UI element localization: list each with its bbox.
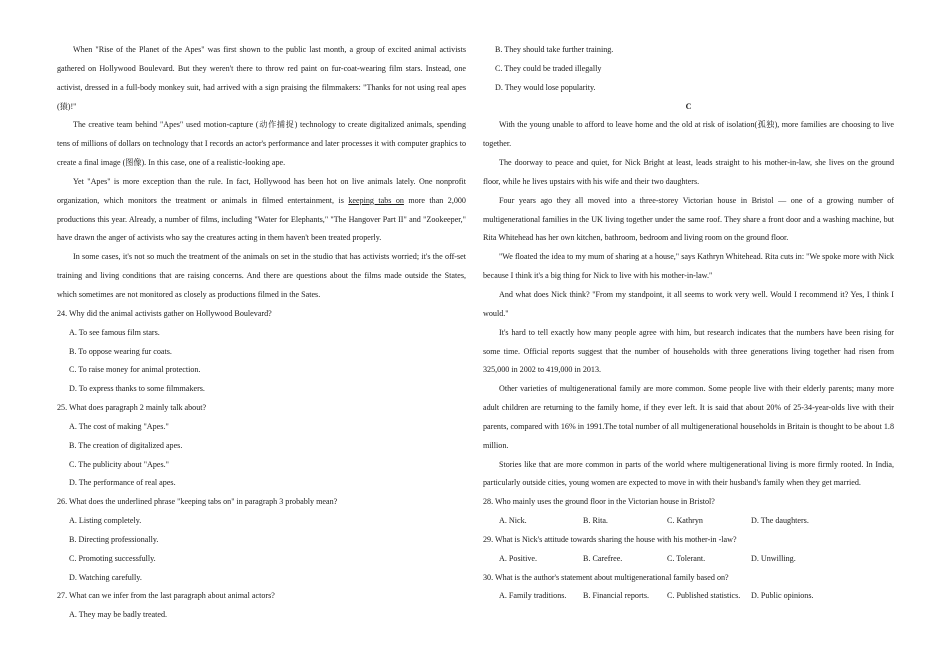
passage-c-paragraph-3: Four years ago they all moved into a three-storey Victorian house in Bristol — one of a growing number of multigenerational families in the UK living together under the same roof. They share a front door and a washing machine, but Rita Whitehead has her own kitchen, bathroom, bedroom and living room on the ground floor.: [483, 195, 894, 243]
passage-c-paragraph-7: Other varieties of multigenerational family are more common. Some people live with their elderly parents; many more adult children are returning to the family home, if they ever left. It is said that about 20% of 25-34-year-olds live with their parents, compared with 16% in 1991.The total number of all multigenerational households in Britain is thought to be about 1.8 million.: [483, 384, 894, 450]
passage-b-paragraph-2: The creative team behind "Apes" used motion-capture (动作捕捉) technology to create digitalized animals, spending tens of millions of dollars on technology that I records an actor's performance and later processes it with computer graphics to create a final image (图像). In this case, one of a realistic-looking ape.: [57, 120, 466, 168]
left-column: [57, 41, 466, 625]
option-30-d: D. Public opinions.: [751, 591, 814, 601]
question-28: 28. Who mainly uses the ground floor in the Victorian house in Bristol?: [483, 497, 715, 507]
passage-c-paragraph-1: With the young unable to afford to leave home and the old at risk of isolation(孤独), more families are choosing to live together.: [483, 120, 894, 149]
question-24: 24. Why did the animal activists gather on Hollywood Boulevard?: [57, 308, 272, 318]
question-25: 25. What does paragraph 2 mainly talk about?: [57, 403, 207, 413]
passage-b-paragraph-3: [57, 173, 466, 248]
option-25-a: A. The cost of making "Apes.": [69, 421, 169, 431]
option-27-c: C. They could be traded illegally: [495, 63, 602, 73]
section-heading-c: C: [685, 101, 692, 111]
paragraph-text: Yet "Apes" is more exception than the rule. In fact, Hollywood has been hot on live animals lately. One nonprofit organization, which monitors the treatment or animals in filmed entertainment, is: [57, 176, 466, 205]
underlined-phrase: keeping tabs on: [348, 195, 404, 205]
option-24-d: D. To express thanks to some filmmakers.: [69, 384, 205, 394]
option-25-c: C. The publicity about "Apes.": [69, 459, 169, 469]
passage-c-paragraph-2: The doorway to peace and quiet, for Nick Bright at least, leads straight to his mother-in-law, she lives on the ground floor, while he lives upstairs with his wife and their two daughters.: [483, 158, 894, 186]
passage-b-paragraph-4: In some cases, it's not so much the treatment of the animals on set in the studio that has activists worried; it's the off-set training and living conditions that are raising concerns. And there are questions about the films made outside the States, which sometimes are not monitored as closely as productions filmed in the Sates.: [57, 252, 466, 299]
question-27: 27. What can we infer from the last paragraph about animal actors?: [57, 591, 275, 601]
option-30-b: B. Financial reports.: [583, 591, 650, 601]
passage-c-paragraph-6: It's hard to tell exactly how many people agree with him, but research indicates that the numbers have been rising for some time. Official reports suggest that the number of households with three generations living together had risen from 325,000 in 2002 to 419,000 in 2013.: [483, 327, 894, 375]
option-27-d: D. They would lose popularity.: [495, 82, 596, 92]
options-30: [483, 587, 894, 606]
options-29: [483, 550, 894, 569]
option-25-b: B. The creation of digitalized apes.: [69, 440, 183, 450]
option-26-c: C. Promoting successfully.: [69, 553, 156, 563]
option-28-b: B. Rita.: [583, 516, 608, 526]
option-24-c: C. To raise money for animal protection.: [69, 365, 201, 375]
option-26-a: A. Listing completely.: [69, 516, 142, 526]
option-27-b: B. They should take further training.: [495, 45, 614, 54]
option-25-d: D. The performance of real apes.: [69, 478, 176, 488]
option-30-c: C. Published statistics.: [667, 591, 741, 601]
passage-b-paragraph-1: When "Rise of the Planet of the Apes" was first shown to the public last month, a group of excited animal activists gathered on Hollywood Boulevard. But they weren't there to throw red paint on fur-coat-wearing film stars. Instead, one activist, dressed in a full-body monkey suit, had arrived with a sign praising the filmmakers: "Thanks for not using real apes (猿)!": [57, 45, 466, 111]
option-26-d: D. Watching carefully.: [69, 572, 142, 582]
option-28-c: C. Kathryn: [667, 516, 703, 526]
option-24-a: A. To see famous film stars.: [69, 327, 160, 337]
question-30: 30. What is the author's statement about multigenerational family based on?: [483, 572, 729, 582]
option-29-a: A. Positive.: [499, 553, 537, 563]
paragraph-text: more than 2,000 productions this year. Already, a number of films, including "Water for Elephants," "The Hangover Part II" and "Zookeeper," have drawn the anger of activists who say the creatures acting in them haven't been treated properly.: [57, 195, 466, 243]
options-28: [483, 512, 894, 531]
option-29-b: B. Carefree.: [583, 553, 623, 563]
option-29-c: C. Tolerant.: [667, 553, 706, 563]
option-28-a: A. Nick.: [499, 516, 527, 526]
option-28-d: D. The daughters.: [751, 516, 809, 526]
passage-c-paragraph-4: "We floated the idea to my mum of sharing at a house," says Kathryn Whitehead. Rita cuts in: "We spoke more with Nick because I think it's a big thing for Nick to live with his mother-in-law.": [483, 252, 894, 281]
right-column: [483, 41, 894, 606]
passage-c-paragraph-8: Stories like that are more common in parts of the world where multigenerational living is more firmly rooted. In India, particularly outside cities, young women are expected to move in with their husband's family when they get married.: [483, 459, 894, 488]
option-24-b: B. To oppose wearing fur coats.: [69, 346, 172, 356]
option-30-a: A. Family traditions.: [499, 591, 567, 601]
passage-c-paragraph-5: And what does Nick think? "From my standpoint, it all seems to work very well. Would I recommend it? Yes, I think I would.": [483, 289, 894, 318]
question-29: 29. What is Nick's attitude towards sharing the house with his mother-in -law?: [483, 534, 737, 544]
option-29-d: D. Unwilling.: [751, 553, 796, 563]
option-27-a: A. They may be badly treated.: [69, 610, 168, 620]
question-26: 26. What does the underlined phrase "keeping tabs on" in paragraph 3 probably mean?: [57, 497, 338, 507]
option-26-b: B. Directing professionally.: [69, 534, 159, 544]
